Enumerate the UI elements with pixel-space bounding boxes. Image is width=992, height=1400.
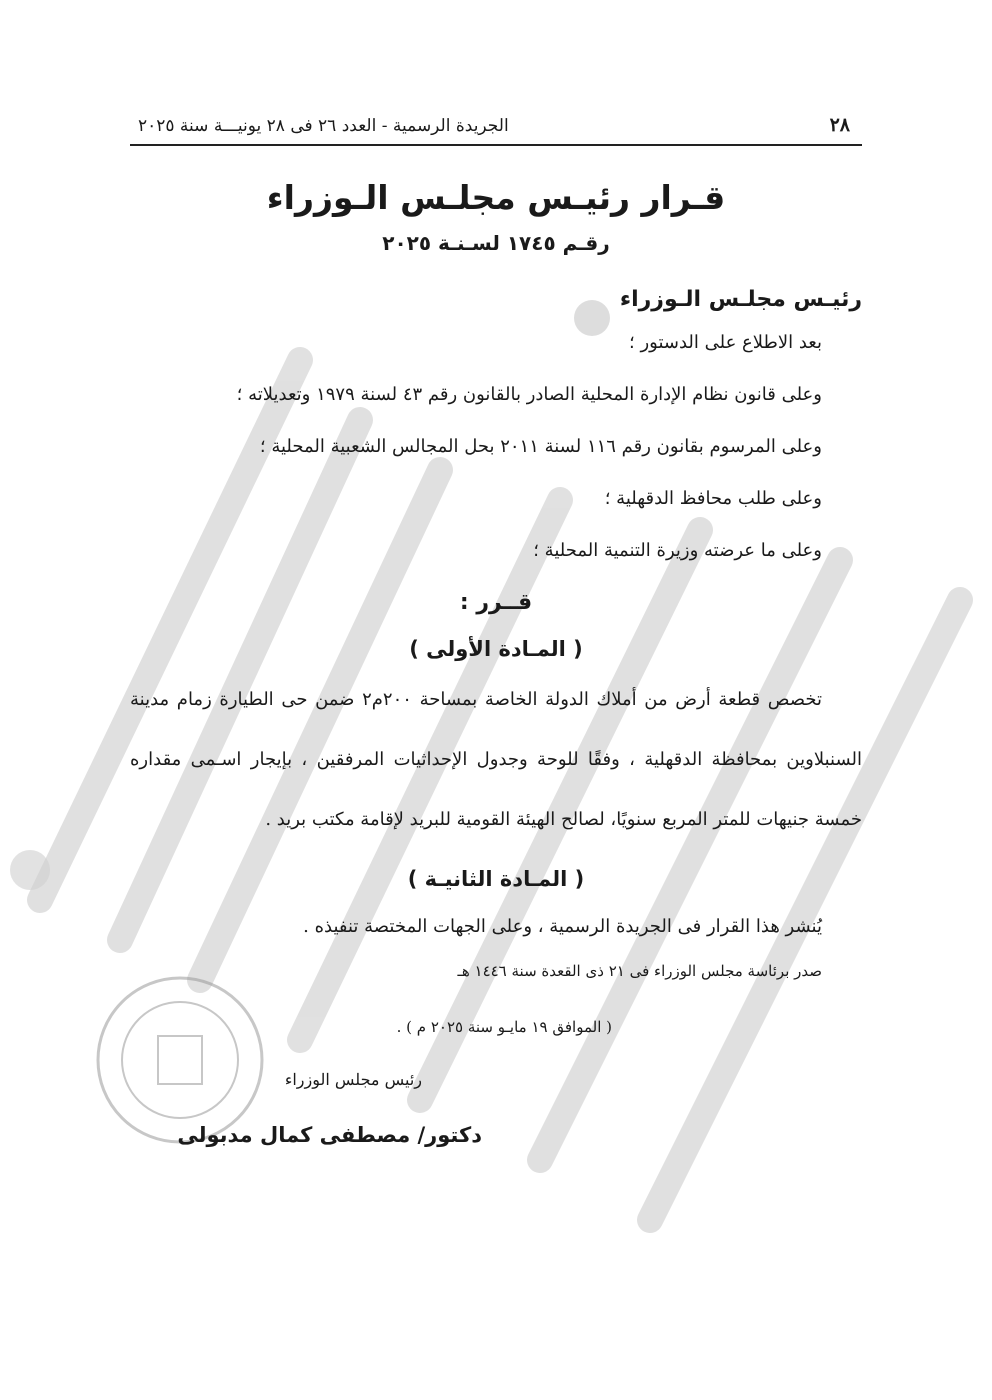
- running-header: [130, 108, 862, 146]
- decided-heading: قــرر :: [459, 590, 533, 615]
- preamble-line: وعلى طلب محافظ الدقهلية ؛: [604, 488, 822, 509]
- page-number: ٢٨: [829, 114, 850, 136]
- article-1-heading: ( المـادة الأولى ): [409, 637, 583, 661]
- preamble-line: وعلى قانون نظام الإدارة المحلية الصادر بالقانون رقم ٤٣ لسنة ١٩٧٩ وتعديلاته ؛: [236, 384, 822, 405]
- preamble-line: وعلى المرسوم بقانون رقم ١١٦ لسنة ٢٠١١ بحل المجالس الشعبية المحلية ؛: [259, 436, 822, 457]
- article-2-text: يُنشر هذا القرار فى الجريدة الرسمية ، وعلى الجهات المختصة تنفيذه .: [303, 916, 822, 937]
- decree-number: رقـم ١٧٤٥ لسـنـة ٢٠٢٥: [382, 231, 610, 255]
- preamble-line: وعلى ما عرضته وزيرة التنمية المحلية ؛: [533, 540, 822, 561]
- preamble: [130, 328, 862, 566]
- signature-name: دكتور/ مصطفى كمال مدبولى: [177, 1123, 482, 1147]
- corresponding-date: ( الموافق ١٩ مايـو سنة ٢٠٢٥ م ) .: [396, 1018, 612, 1036]
- article-2-heading: ( المـادة الثانيـة ): [407, 867, 585, 891]
- decree-title: قـرار رئيـس مجلـس الـوزراء: [266, 178, 726, 217]
- gazette-page: [130, 108, 862, 1152]
- running-title: الجريدة الرسمية - العدد ٢٦ فى ٢٨ يونيـــة سنة ٢٠٢٥: [138, 116, 509, 136]
- preamble-line: بعد الاطلاع على الدستور ؛: [629, 332, 822, 353]
- signature-title: رئيس مجلس الوزراء: [284, 1070, 422, 1089]
- article-1-text: تخصص قطعة أرض من أملاك الدولة الخاصة بمساحة ٢٠٠م٢ ضمن حى الطيارة زمام مدينة السنبلاوين بمحافظة الدقهلية ، وفقًا للوحة وجدول الإحداثيات المرفقين ، بإيجار اسـمى مقداره خمسة جنيهات للمتر المربع سنويًا، لصالح الهيئة القومية للبريد لإقامة مكتب بريد .: [130, 689, 862, 830]
- issued-date: صدر برئاسة مجلس الوزراء فى ٢١ ذى القعدة سنة ١٤٤٦ هـ: [457, 962, 822, 980]
- decree-issuer: رئيـس مجلـس الـوزراء: [619, 287, 862, 312]
